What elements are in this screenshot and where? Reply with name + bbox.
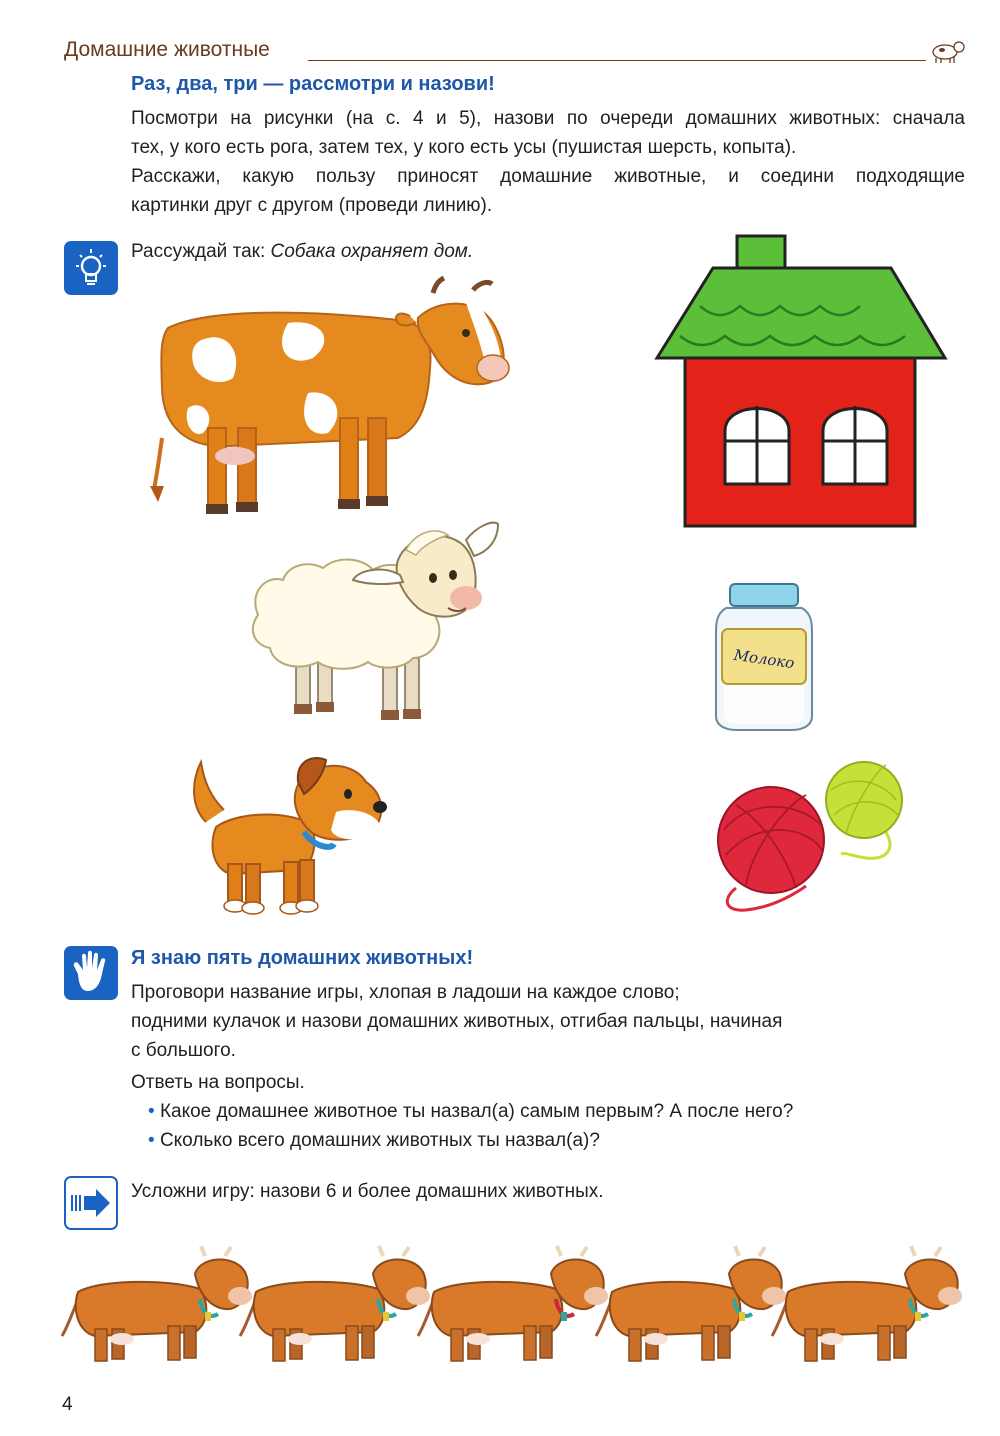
instruction-line: Посмотри на рисунки (на с. 4 и 5), назови по очереди домашних животных: сначала [131,108,965,129]
hint-icon-box [64,241,118,295]
question-item [148,1097,793,1126]
cow-row [60,1244,960,1374]
questions-intro: Ответь на вопросы. [131,1072,305,1093]
instruction-line: Расскажи, какую пользу приносят домашние животные, и соедини подходящие [131,166,965,187]
arrow-right-icon [66,1178,116,1228]
hand-icon-box [64,946,118,1000]
question-item [148,1126,793,1155]
bullet-icon: • [148,1130,155,1151]
cow-row-item[interactable] [60,1244,250,1369]
cow-row-item[interactable] [594,1244,784,1369]
cow-row-item[interactable] [238,1244,428,1369]
page-number: 4 [62,1394,73,1415]
cow-row-item[interactable] [770,1244,960,1369]
section-title-look-and-name: Раз, два, три — рассмотри и назови! [131,73,495,95]
instructions-paragraph [131,104,965,220]
arrow-icon-box [64,1176,118,1230]
game-line: с большого. [131,1040,236,1061]
cow-row-item[interactable] [416,1244,606,1369]
dog-picture[interactable] [186,752,386,918]
question-list [148,1097,793,1155]
hint-example: Собака охраняет дом. [270,241,474,262]
hand-icon [64,946,118,1000]
question-text: Какое домашнее животное ты назвал(а) самым первым? А после него? [159,1101,794,1122]
game-line: Проговори название игры, хлопая в ладоши на каждое слово; [131,982,680,1003]
small-cow-icon [928,38,968,64]
cow-picture[interactable] [148,278,518,523]
header-rule [308,60,926,61]
lightbulb-icon [64,241,118,295]
game-line: подними кулачок и назови домашних животных, отгибая пальцы, начиная [131,1011,783,1032]
section-title-five-animals: Я знаю пять домашних животных! [131,947,474,969]
harder-game-text: Усложни игру: назови 6 и более домашних животных. [131,1181,604,1202]
reasoning-hint [131,237,473,266]
milk-jar-label: Молоко [732,645,796,673]
question-text: Сколько всего домашних животных ты назвал(а)? [159,1130,600,1151]
sheep-picture[interactable] [248,520,503,725]
milk-jar-picture[interactable] [714,584,814,732]
instruction-line: тех, у кого есть рога, затем тех, у кого есть усы (пушистая шерсть, копыта). [131,137,797,158]
instruction-line: картинки друг с другом (проведи линию). [131,195,493,216]
hint-prefix: Рассуждай так: [131,241,271,262]
page-header-title: Домашние животные [64,38,270,61]
house-picture[interactable] [655,236,947,528]
game-instructions [131,978,782,1065]
yarn-balls-picture[interactable] [716,760,912,918]
bullet-icon: • [148,1101,155,1122]
